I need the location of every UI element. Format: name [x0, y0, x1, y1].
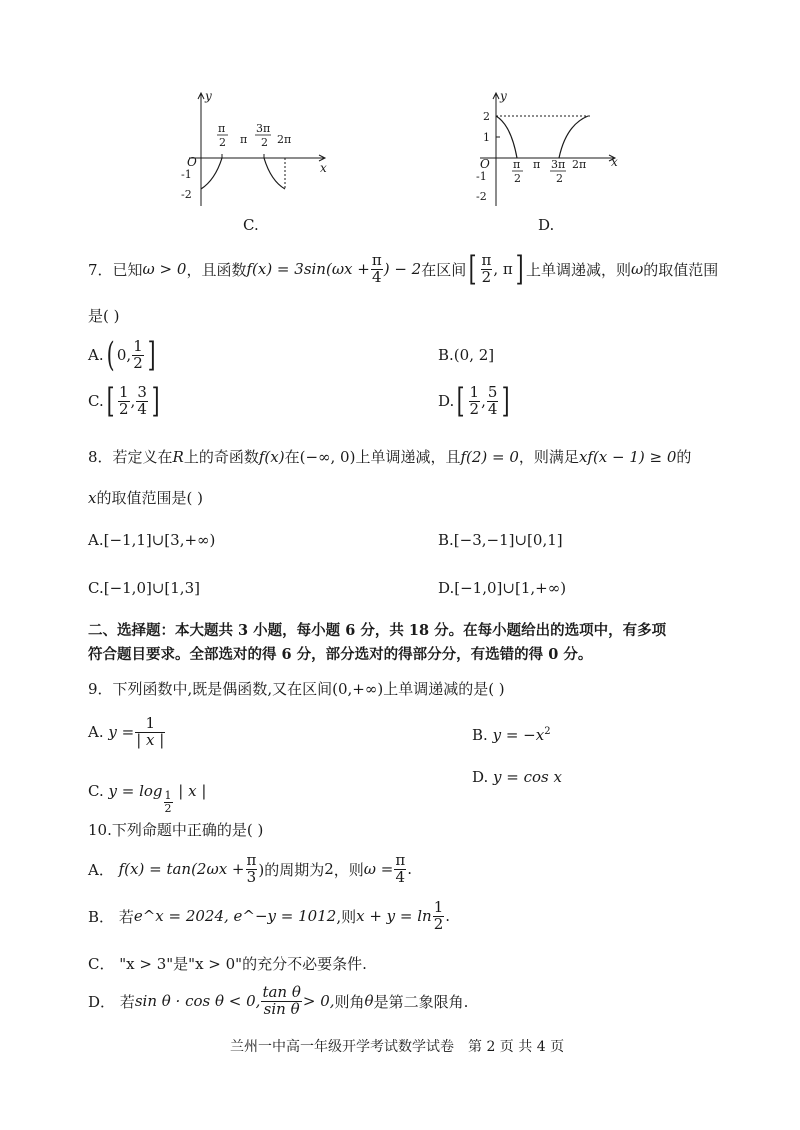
q9-option-d[interactable]: D. y = cos x — [472, 768, 562, 786]
svg-text:2: 2 — [483, 110, 490, 123]
svg-text:-1: -1 — [476, 170, 487, 183]
svg-text:-2: -2 — [476, 190, 487, 203]
graph-c-origin: O — [187, 155, 197, 169]
svg-text:π: π — [533, 158, 541, 171]
q9-option-c[interactable]: C. y = log $\frac{1}{2}$ | x | — [88, 782, 207, 815]
svg-text:2: 2 — [219, 136, 226, 149]
graph-c-label: C. — [243, 216, 259, 234]
svg-text:π: π — [240, 133, 248, 146]
graph-c-curve-left — [201, 158, 222, 189]
q10-stem: 10.下列命题中正确的是( ) — [88, 821, 264, 839]
q8-option-c[interactable]: C.[−1,0]∪[1,3] — [88, 579, 200, 597]
q9-option-b[interactable]: B. $y = -x^2$ — [472, 726, 551, 744]
q7-stem: 7．已知 ω > 0 ，且函数 f(x) = 3sin(ωx + $\frac{\pi}{4}$ ) − 2 在区间 [ $\frac{\pi}{2}$ , π ] 上单调递减，则 ω 的取值范围 — [88, 249, 719, 289]
q8-stem: 8．若定义在R上的奇函数f(x)在(−∞, 0)上单调递减，且f(2) = 0，则满足xf(x − 1) ≥ 0的 — [88, 448, 692, 466]
svg-text:2: 2 — [514, 172, 521, 185]
q9-stem: 9．下列函数中,既是偶函数,又在区间(0,+∞)上单调递减的是( ) — [88, 680, 505, 698]
q8-option-a[interactable]: A.[−1,1]∪[3,+∞) — [88, 531, 216, 549]
q10-option-a[interactable]: A． f(x) = tan(2ωx + $\frac{\pi}{3}$ )的周期为 2 ，则 ω = $\frac{\pi}{4}$ . — [88, 851, 412, 886]
svg-text:2π: 2π — [572, 158, 587, 171]
q10-option-c[interactable]: C． "x > 3"是"x > 0"的充分不必要条件. — [88, 955, 367, 973]
svg-text:π: π — [513, 158, 521, 171]
svg-text:3π: 3π — [551, 158, 566, 171]
graph-d-label: D. — [538, 216, 555, 234]
svg-text:2: 2 — [261, 136, 268, 149]
svg-text:-1: -1 — [181, 168, 192, 181]
q7-option-b[interactable]: B.(0, 2] — [438, 346, 495, 364]
section2-heading-line1: 二、选择题：本大题共 3 小题，每小题 6 分，共 18 分。在每小题给出的选项中，有多项 — [88, 622, 667, 639]
svg-text:1: 1 — [483, 131, 490, 144]
svg-text:π: π — [218, 122, 226, 135]
svg-text:-2: -2 — [181, 188, 192, 201]
graph-d — [460, 88, 630, 210]
graph-c-x-label: x — [320, 161, 327, 175]
q9-option-a[interactable]: A. y = $\frac{1}{| x |}$ — [88, 714, 165, 749]
graph-d-y-label: y — [500, 89, 507, 103]
q8-option-b[interactable]: B.[−3,−1]∪[0,1] — [438, 531, 563, 549]
q7-option-d[interactable]: D. [ $\frac{1}{2}$ , $\frac{5}{4}$ ] — [438, 381, 511, 421]
page-footer: 兰州一中高一年级开学考试数学试卷 第 2 页 共 4 页 — [230, 1039, 565, 1055]
q8-line2: x的取值范围是( ) — [88, 489, 203, 507]
graph-c-curve-right — [264, 158, 285, 189]
svg-text:2: 2 — [556, 172, 563, 185]
q10-option-b[interactable]: B． 若 e^x = 2024, e^−y = 1012 ,则 x + y = ln $\frac{1}{2}$ . — [88, 898, 451, 933]
graph-c — [165, 88, 335, 210]
graph-d-x-label: x — [611, 155, 618, 169]
q8-option-d[interactable]: D.[−1,0]∪[1,+∞) — [438, 579, 567, 597]
q7-line2: 是( ) — [88, 307, 120, 325]
q7-option-c[interactable]: C. [ $\frac{1}{2}$ , $\frac{3}{4}$ ] — [88, 381, 160, 421]
graph-c-y-label: y — [205, 89, 212, 103]
graph-d-curve-right — [559, 116, 588, 158]
q7-option-a[interactable]: A. ( 0, $\frac{1}{2}$ ] — [88, 335, 156, 375]
q10-option-d[interactable]: D． 若 sin θ · cos θ < 0, $\frac{\text{tan θ}}{\text{sin θ}}$ > 0, 则角 θ 是第二象限角. — [88, 983, 469, 1018]
graph-d-origin: O — [480, 157, 490, 171]
section2-heading-line2: 符合题目要求。全部选对的得 6 分，部分选对的得部分分，有选错的得 0 分。 — [88, 646, 593, 663]
svg-text:3π: 3π — [256, 122, 271, 135]
svg-text:2π: 2π — [277, 133, 292, 146]
